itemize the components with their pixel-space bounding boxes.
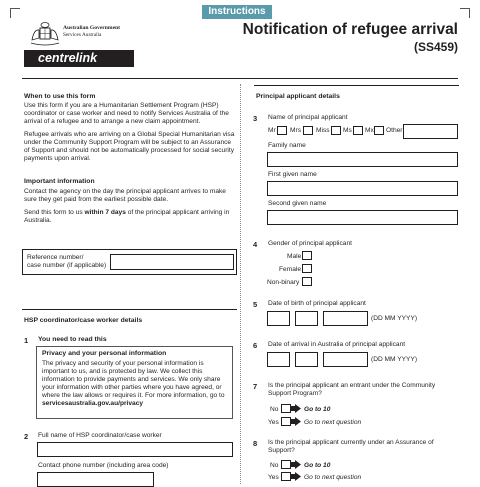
q8-number: 8 (253, 439, 258, 448)
title-ms-checkbox[interactable] (353, 126, 363, 135)
arrival-format-hint: (DD MM YYYY) (371, 356, 418, 363)
title-miss-checkbox[interactable] (331, 126, 341, 135)
family-name-input[interactable] (267, 152, 458, 167)
title-other-label: Other (386, 127, 403, 134)
hsp-heading: HSP coordinator/case worker details (24, 317, 143, 324)
q4-text: Gender of principal applicant (268, 240, 352, 247)
title-mx-checkbox[interactable] (374, 126, 384, 135)
privacy-text (42, 360, 230, 409)
title-mrs-checkbox[interactable] (303, 126, 313, 135)
dob-format-hint: (DD MM YYYY) (371, 315, 418, 322)
gender-male-checkbox[interactable] (302, 251, 312, 260)
q4-number: 4 (253, 240, 258, 249)
q2-text: Full name of HSP coordinator/case worker (38, 432, 162, 439)
centrelink-logo: centrelink (24, 50, 134, 67)
when-paragraph-2: Refugee arrivals who are arriving on a Global Special Humanitarian visa under the Community Support Program will be subject to an Assurance of Support and should not be automatically processed for social security payments upon arrival. (24, 131, 235, 163)
title-mx-label: Mx (365, 127, 374, 134)
dob-year-input[interactable] (323, 311, 368, 326)
q2-phone-label: Contact phone number (including area code) (38, 462, 169, 469)
dob-month-input[interactable] (295, 311, 318, 326)
family-name-label: Family name (268, 142, 306, 149)
q3-text: Name of principal applicant (268, 114, 348, 121)
when-heading: When to use this form (24, 93, 96, 100)
gender-female-label: Female (279, 266, 301, 273)
arrow-right-icon (290, 417, 301, 426)
info-heading: Important information (24, 178, 95, 185)
corner-mark-right (460, 8, 470, 18)
principal-heading: Principal applicant details (256, 93, 340, 100)
arrival-year-input[interactable] (323, 352, 368, 367)
q8-no-goto: Go to 10 (304, 462, 331, 469)
title-other-input[interactable] (403, 124, 458, 139)
title-miss-label: Miss (316, 127, 330, 134)
title-mr-checkbox[interactable] (277, 126, 287, 135)
first-given-input[interactable] (267, 181, 458, 196)
gender-nonbinary-label: Non-binary (267, 279, 300, 286)
q7-yes-goto: Go to next question (304, 419, 362, 426)
gov-name: Australian Government (63, 25, 121, 31)
arrow-right-icon (290, 460, 301, 469)
title-mrs-label: Mrs (290, 127, 301, 134)
title-ms-label: Ms (343, 127, 352, 134)
second-given-label: Second given name (268, 200, 327, 207)
principal-rule (254, 85, 459, 86)
coat-of-arms-icon (28, 21, 62, 47)
info-paragraph-2 (24, 209, 236, 225)
arrow-right-icon (290, 404, 301, 413)
q5-number: 5 (253, 300, 258, 309)
instructions-tab[interactable]: Instructions (202, 5, 272, 19)
q8-yes-goto: Go to next question (304, 474, 362, 481)
q3-number: 3 (253, 114, 258, 123)
q7-no-goto: Go to 10 (304, 406, 331, 413)
second-given-input[interactable] (267, 210, 458, 225)
privacy-heading: Privacy and your personal information (42, 350, 167, 357)
arrival-month-input[interactable] (295, 352, 318, 367)
q7-no-label: No (270, 406, 279, 413)
q6-number: 6 (253, 341, 258, 350)
dob-day-input[interactable] (267, 311, 290, 326)
reference-number-input[interactable] (110, 254, 234, 270)
q7-yes-label: Yes (268, 419, 279, 426)
arrival-day-input[interactable] (267, 352, 290, 367)
q6-text: Date of arrival in Australia of principal applicant (268, 341, 406, 348)
q1-number: 1 (24, 336, 29, 345)
header-rule (22, 78, 458, 79)
reference-label-line1: Reference number/ (27, 254, 84, 261)
q7-text: Is the principal applicant an entrant under the Community Support Program? (268, 382, 436, 398)
q1-text: You need to read this (38, 336, 107, 343)
info-p2-bold: within 7 days (84, 209, 126, 216)
column-divider (240, 84, 241, 484)
form-title: Notification of refugee arrival (242, 21, 458, 38)
info-p2-pre: Send this form to us (24, 209, 85, 216)
gender-male-label: Male (287, 253, 302, 260)
info-paragraph-1: Contact the agency on the day the principal applicant arrives to make sure they get paid from the earliest possible date. (24, 188, 226, 204)
form-code: (SS459) (413, 40, 458, 54)
info-p2-post: of the principal applicant arriving in Australia. (24, 209, 230, 225)
privacy-link[interactable]: servicesaustralia.gov.au/privacy (42, 400, 144, 408)
title-mr-label: Mr (268, 127, 276, 134)
corner-mark-left (10, 8, 20, 18)
q7-number: 7 (253, 382, 258, 391)
hsp-name-input[interactable] (37, 442, 233, 457)
q8-yes-label: Yes (268, 474, 279, 481)
q5-text: Date of birth of principal applicant (268, 300, 366, 307)
gender-nonbinary-checkbox[interactable] (302, 277, 312, 286)
privacy-body: The privacy and security of your personal information is important to us, and is protected by law. We collect this information to provide payments and services. We only share your information with other parties where you have agreed, or where the law allows or requires it. For more information, go to (42, 360, 225, 400)
q8-text: Is the principal applicant currently under an Assurance of Support? (268, 439, 434, 455)
q2-number: 2 (24, 432, 29, 441)
q8-no-label: No (270, 462, 279, 469)
when-paragraph-1: Use this form if you are a Humanitarian Settlement Program (HSP) coordinator or case worker and need to notify Services Australia of the arrival of a refugee and to arrange a new claim appointment. (24, 102, 229, 126)
gender-female-checkbox[interactable] (302, 264, 312, 273)
first-given-label: First given name (268, 171, 317, 178)
reference-label-line2: case number (if applicable) (27, 262, 107, 269)
hsp-rule (22, 309, 237, 310)
agency-name: Services Australia (63, 32, 102, 38)
